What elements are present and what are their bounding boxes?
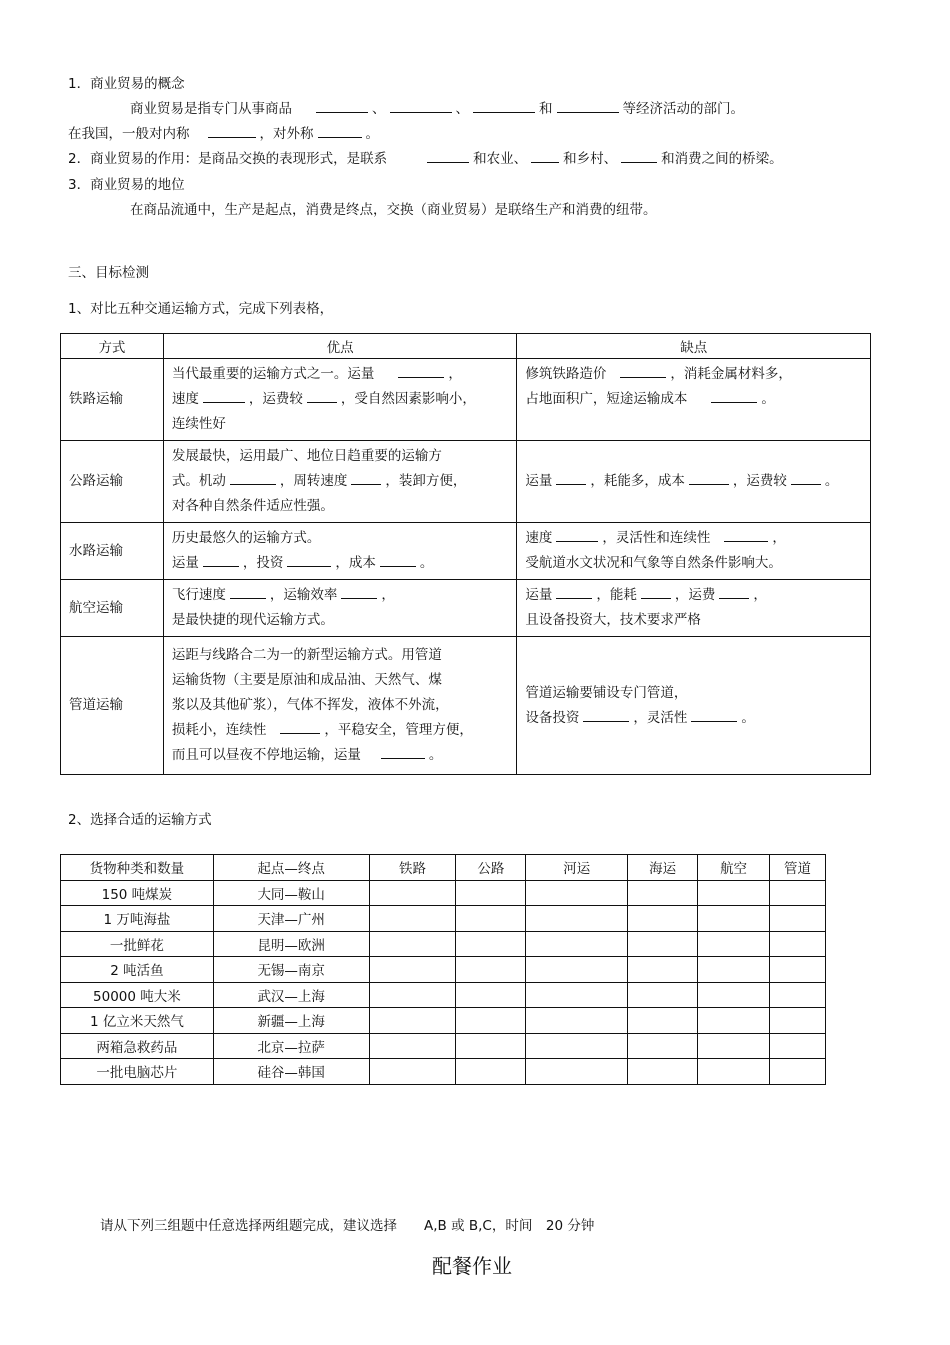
goods-cell: 1 亿立米天然气 — [61, 1008, 214, 1034]
blank[interactable] — [287, 552, 331, 567]
sec1-heading: 1．商业贸易的概念 — [68, 76, 185, 92]
blank[interactable] — [641, 584, 671, 599]
transport-comparison-table — [60, 333, 871, 775]
answer-cell[interactable] — [698, 1033, 770, 1059]
header-sea: 海运 — [628, 855, 698, 881]
disadvantages-cell — [517, 523, 871, 580]
text: ，对外称 — [259, 126, 314, 142]
text: 2．商业贸易的作用：是商品交换的表现形式，是联系 — [68, 151, 388, 167]
header-pipeline: 管道 — [770, 855, 826, 881]
text: ，灵活性 — [633, 709, 688, 726]
advantages-cell — [163, 637, 517, 775]
answer-cell[interactable] — [456, 957, 526, 983]
text: 式。机动 — [171, 473, 226, 489]
text: 和 — [539, 101, 553, 117]
answer-cell[interactable] — [628, 1008, 698, 1034]
text: 对各种自然条件适应性强。 — [171, 498, 334, 514]
text: ， — [381, 587, 395, 603]
blank[interactable] — [351, 470, 381, 485]
header-advantages: 优点 — [163, 334, 517, 359]
answer-cell[interactable] — [526, 1059, 628, 1085]
question-1: 1、对比五种交通运输方式，完成下列表格， — [68, 301, 334, 317]
blank[interactable] — [280, 719, 320, 734]
sec2-line — [68, 147, 783, 167]
route-cell: 武汉—上海 — [213, 982, 369, 1008]
blank[interactable] — [719, 584, 749, 599]
text: 等经济活动的部门。 — [622, 101, 744, 117]
text: 运量 — [525, 473, 553, 489]
text: ，运费较 — [248, 391, 303, 407]
goods-cell: 50000 吨大米 — [61, 982, 214, 1008]
header-route: 起点—终点 — [213, 855, 369, 881]
blank[interactable] — [556, 584, 592, 599]
mode-name: 公路运输 — [61, 441, 164, 523]
answer-cell[interactable] — [369, 982, 456, 1008]
blank[interactable] — [473, 98, 535, 113]
route-cell: 昆明—欧洲 — [213, 931, 369, 957]
blank[interactable] — [230, 470, 276, 485]
route-cell: 天津—广州 — [213, 906, 369, 932]
header-disadvantages: 缺点 — [517, 334, 871, 359]
answer-cell[interactable] — [698, 1008, 770, 1034]
blank[interactable] — [691, 707, 737, 722]
text: 占地面积广，短途运输成本 — [525, 391, 688, 407]
text: 和乡村、 — [563, 151, 618, 167]
text: ，平稳安全，管理方便， — [324, 722, 473, 738]
answer-cell[interactable] — [628, 982, 698, 1008]
table-row — [61, 931, 826, 957]
text: 浆以及其他矿浆），气体不挥发，液体不外流， — [171, 697, 449, 713]
text: 、 — [455, 101, 469, 117]
text: 和消费之间的桥梁。 — [661, 151, 783, 167]
answer-cell[interactable] — [526, 957, 628, 983]
text: 而且可以昼夜不停地运输，运量 — [171, 747, 361, 763]
text: ，灵活性和连续性 — [602, 530, 711, 546]
text: 飞行速度 — [171, 587, 226, 603]
header-road: 公路 — [456, 855, 526, 881]
blank[interactable] — [556, 470, 586, 485]
answer-cell[interactable] — [456, 906, 526, 932]
question-2: 2、选择合适的运输方式 — [68, 812, 212, 828]
blank[interactable] — [203, 552, 239, 567]
blank[interactable] — [381, 744, 425, 759]
header-air: 航空 — [698, 855, 770, 881]
table-row — [61, 1033, 826, 1059]
sec1-line2 — [68, 122, 379, 142]
answer-cell[interactable] — [456, 982, 526, 1008]
sec1-line1 — [130, 97, 744, 117]
blank[interactable] — [620, 363, 666, 378]
blank[interactable] — [557, 98, 619, 113]
disadvantages-cell — [517, 637, 871, 775]
answer-cell[interactable] — [770, 982, 826, 1008]
goods-cell: 两箱急救药品 — [61, 1033, 214, 1059]
answer-cell[interactable] — [698, 906, 770, 932]
answer-cell[interactable] — [456, 1033, 526, 1059]
text: 商业贸易是指专门从事商品 — [130, 101, 292, 117]
header-mode: 方式 — [61, 334, 164, 359]
blank[interactable] — [724, 527, 768, 542]
answer-cell[interactable] — [628, 931, 698, 957]
transport-choice-table — [60, 854, 826, 1085]
answer-cell[interactable] — [369, 880, 456, 906]
text: 、 — [372, 101, 386, 117]
answer-cell[interactable] — [698, 880, 770, 906]
blank[interactable] — [711, 388, 757, 403]
text: 修筑铁路造价 — [525, 366, 607, 382]
answer-cell[interactable] — [770, 1033, 826, 1059]
blank[interactable] — [230, 584, 266, 599]
text: 。 — [419, 555, 434, 571]
text: 运量 — [525, 587, 553, 603]
blank[interactable] — [791, 470, 821, 485]
table-row — [61, 957, 826, 983]
answer-cell[interactable] — [456, 1008, 526, 1034]
answer-cell[interactable] — [770, 1059, 826, 1085]
blank[interactable] — [531, 148, 559, 163]
advantages-cell — [163, 359, 517, 441]
answer-cell[interactable] — [628, 1033, 698, 1059]
blank[interactable] — [341, 584, 377, 599]
answer-cell[interactable] — [369, 1059, 456, 1085]
header-goods: 货物种类和数量 — [61, 855, 214, 881]
answer-cell[interactable] — [628, 880, 698, 906]
text: 。 — [824, 473, 839, 489]
blank[interactable] — [583, 707, 629, 722]
blank[interactable] — [380, 552, 416, 567]
text: 。 — [741, 709, 755, 726]
answer-cell[interactable] — [369, 931, 456, 957]
text: 在我国，一般对内称 — [68, 126, 190, 142]
goods-cell: 1 万吨海盐 — [61, 906, 214, 932]
answer-cell[interactable] — [698, 1059, 770, 1085]
answer-cell[interactable] — [628, 906, 698, 932]
answer-cell[interactable] — [770, 931, 826, 957]
route-cell: 大同—鞍山 — [213, 880, 369, 906]
answer-cell[interactable] — [369, 1033, 456, 1059]
blank[interactable] — [689, 470, 729, 485]
text: 速度 — [525, 530, 553, 546]
answer-cell[interactable] — [369, 957, 456, 983]
text: ，周转速度 — [279, 473, 348, 489]
text: 连续性好 — [171, 416, 226, 432]
text: 损耗小，连续性 — [171, 722, 267, 738]
text: 运输货物（主要是原油和成品油、天然气、煤 — [171, 672, 442, 688]
text: 和农业、 — [473, 151, 528, 167]
disadvantages-cell — [517, 359, 871, 441]
goods-cell: 150 吨煤炭 — [61, 880, 214, 906]
goods-cell: 一批电脑芯片 — [61, 1059, 214, 1085]
answer-cell[interactable] — [526, 1033, 628, 1059]
advantages-cell — [163, 441, 517, 523]
advantages-cell — [163, 523, 517, 580]
answer-cell[interactable] — [456, 880, 526, 906]
answer-cell[interactable] — [456, 931, 526, 957]
text: ，投资 — [242, 555, 284, 571]
table-row — [61, 906, 826, 932]
answer-cell[interactable] — [770, 1008, 826, 1034]
table-row — [61, 1008, 826, 1034]
table-header-row — [61, 855, 826, 881]
route-cell: 硅谷—韩国 — [213, 1059, 369, 1085]
answer-cell[interactable] — [628, 957, 698, 983]
table-row-water — [61, 523, 871, 580]
mode-name: 铁路运输 — [61, 359, 164, 441]
answer-cell[interactable] — [526, 906, 628, 932]
goods-cell: 2 吨活鱼 — [61, 957, 214, 983]
answer-cell[interactable] — [770, 906, 826, 932]
blank[interactable] — [390, 98, 452, 113]
blank[interactable] — [316, 98, 368, 113]
answer-cell[interactable] — [770, 880, 826, 906]
route-cell: 北京—拉萨 — [213, 1033, 369, 1059]
answer-cell[interactable] — [698, 957, 770, 983]
answer-cell[interactable] — [526, 931, 628, 957]
text: 速度 — [171, 391, 199, 407]
header-river: 河运 — [526, 855, 628, 881]
text: 且设备投资大，技术要求严格 — [525, 612, 701, 628]
route-cell: 新疆—上海 — [213, 1008, 369, 1034]
text: 当代最重要的运输方式之一。运量 — [171, 366, 375, 382]
text: ，运费 — [674, 587, 716, 603]
answer-cell[interactable] — [526, 880, 628, 906]
disadvantages-cell — [517, 580, 871, 637]
section-title: 三、目标检测 — [68, 265, 149, 281]
text: 是最快捷的现代运输方式。 — [171, 612, 334, 628]
text: ，成本 — [335, 555, 376, 571]
text: 管道运输要铺设专门管道， — [525, 684, 688, 701]
text: 。 — [365, 126, 379, 142]
table-row-air — [61, 580, 871, 637]
text: ，耗能多，成本 — [590, 473, 685, 489]
text: ，运费较 — [732, 473, 787, 489]
blank[interactable] — [621, 148, 657, 163]
answer-cell[interactable] — [369, 1008, 456, 1034]
mode-name: 管道运输 — [61, 637, 164, 775]
text: 运距与线路合二为一的新型运输方式。用管道 — [171, 647, 442, 663]
text: 。 — [761, 391, 775, 407]
table-row — [61, 1059, 826, 1085]
answer-cell[interactable] — [369, 906, 456, 932]
mode-name: 航空运输 — [61, 580, 164, 637]
answer-cell[interactable] — [628, 1059, 698, 1085]
text: 受航道水文状况和气象等自然条件影响大。 — [525, 555, 782, 571]
blank[interactable] — [398, 363, 444, 378]
header-rail: 铁路 — [369, 855, 456, 881]
sec3-heading: 3．商业贸易的地位 — [68, 177, 185, 193]
answer-cell[interactable] — [526, 982, 628, 1008]
text: 设备投资 — [525, 709, 580, 726]
page-title: 配餐作业 — [432, 1254, 512, 1278]
table-row — [61, 880, 826, 906]
answer-cell[interactable] — [698, 982, 770, 1008]
advantages-cell — [163, 580, 517, 637]
goods-cell: 一批鲜花 — [61, 931, 214, 957]
text: ， — [753, 587, 767, 603]
text: ，能耗 — [596, 587, 637, 603]
mode-name: 水路运输 — [61, 523, 164, 580]
text: 发展最快，运用最广、地位日趋重要的运输方 — [171, 448, 442, 464]
table-row-road — [61, 441, 871, 523]
answer-cell[interactable] — [456, 1059, 526, 1085]
text: ，运输效率 — [269, 587, 338, 603]
disadvantages-cell — [517, 441, 871, 523]
text: ，消耗金属材料多， — [670, 366, 792, 382]
answer-cell[interactable] — [526, 1008, 628, 1034]
sec3-body: 在商品流通中，生产是起点，消费是终点，交换（商业贸易）是联络生产和消费的纽带。 — [130, 202, 657, 218]
text: ，装卸方便， — [385, 473, 467, 489]
blank[interactable] — [307, 388, 337, 403]
answer-cell[interactable] — [698, 931, 770, 957]
route-cell: 无锡—南京 — [213, 957, 369, 983]
blank[interactable] — [208, 123, 256, 138]
answer-cell[interactable] — [770, 957, 826, 983]
text: 。 — [428, 747, 443, 763]
table-row-rail — [61, 359, 871, 441]
blank[interactable] — [556, 527, 598, 542]
text: 历史最悠久的运输方式。 — [171, 530, 321, 546]
blank[interactable] — [427, 148, 469, 163]
instruction-text: 请从下列三组题中任意选择两组题完成，建议选择 A,B 或 B,C，时间 20 分钟 — [100, 1218, 595, 1234]
text: ， — [448, 366, 462, 382]
text: ，受自然因素影响小， — [340, 391, 476, 407]
text: 运量 — [171, 555, 199, 571]
blank[interactable] — [318, 123, 362, 138]
text: ， — [772, 530, 786, 546]
table-row — [61, 982, 826, 1008]
table-header-row — [61, 334, 871, 359]
table-row-pipeline — [61, 637, 871, 775]
blank[interactable] — [203, 388, 245, 403]
